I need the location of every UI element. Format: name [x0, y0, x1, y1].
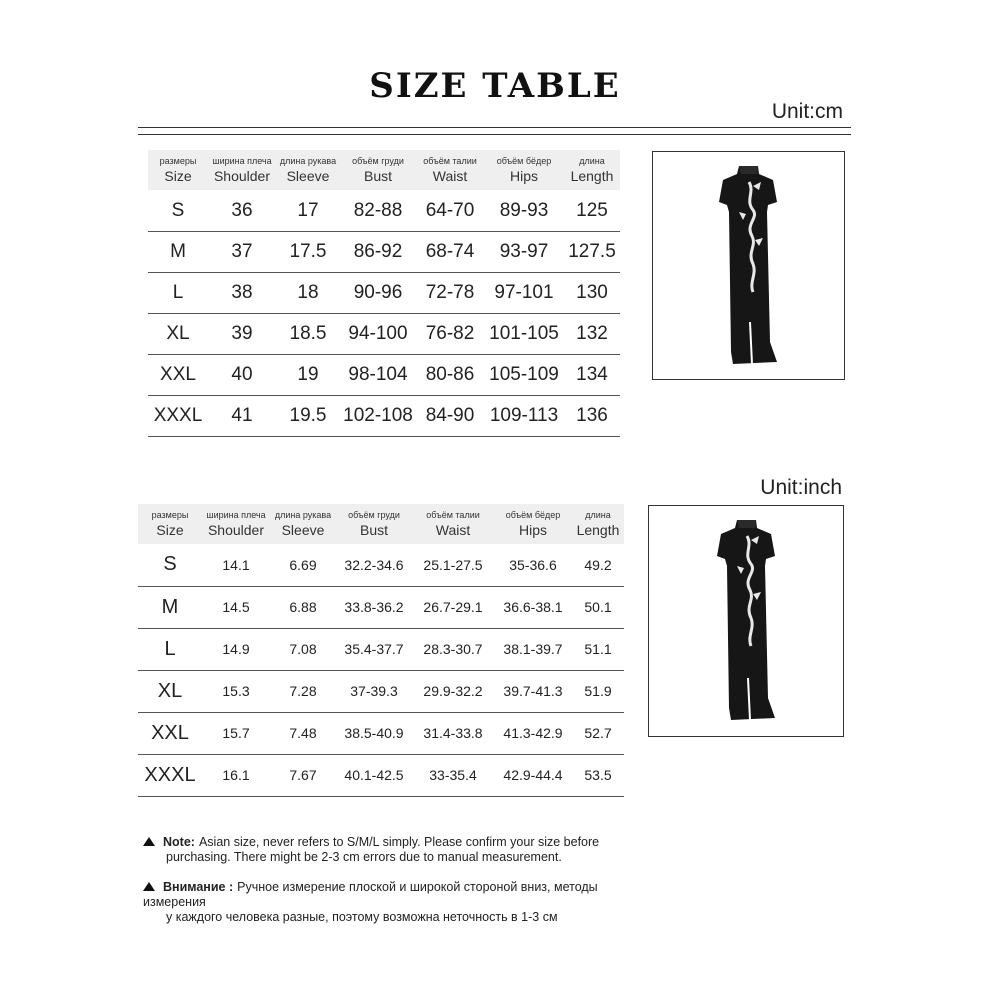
bust-cell: 35.4-37.7	[336, 628, 412, 670]
note-text-line: Ручное измерение плоской и широкой стороной вниз, методы измерения	[143, 880, 598, 909]
header-size: размеры Size	[138, 504, 202, 544]
sleeve-cell: 18.5	[276, 314, 340, 355]
hips-cell: 42.9-44.4	[494, 754, 572, 796]
size-cell: XL	[148, 314, 208, 355]
size-cell: XXL	[138, 712, 202, 754]
sleeve-cell: 7.48	[270, 712, 336, 754]
header-sleeve: длина рукава Sleeve	[276, 150, 340, 190]
sleeve-cell: 7.08	[270, 628, 336, 670]
waist-cell: 76-82	[416, 314, 484, 355]
page-title: SIZE TABLE	[369, 66, 621, 106]
note-text-line: у каждого человека разные, поэтому возможна неточность в 1-3 см	[166, 910, 558, 924]
length-cell: 130	[564, 273, 620, 314]
dress-icon	[649, 506, 843, 736]
bust-cell: 38.5-40.9	[336, 712, 412, 754]
length-cell: 134	[564, 355, 620, 396]
hips-cell: 39.7-41.3	[494, 670, 572, 712]
header-hips: объём бёдер Hips	[494, 504, 572, 544]
hips-cell: 105-109	[484, 355, 564, 396]
triangle-bullet-icon	[143, 837, 155, 846]
sleeve-cell: 19.5	[276, 396, 340, 437]
length-cell: 125	[564, 190, 620, 232]
waist-cell: 64-70	[416, 190, 484, 232]
bust-cell: 86-92	[340, 232, 416, 273]
table-row	[148, 355, 620, 396]
header-shoulder: ширина плеча Shoulder	[208, 150, 276, 190]
note-text-line: Asian size, never refers to S/M/L simply. Please confirm your size before	[198, 835, 600, 849]
size-cell: L	[138, 628, 202, 670]
waist-cell: 72-78	[416, 273, 484, 314]
length-cell: 51.9	[572, 670, 624, 712]
shoulder-cell: 36	[208, 190, 276, 232]
table-row	[148, 273, 620, 314]
product-photo	[648, 505, 844, 737]
size-cell: M	[148, 232, 208, 273]
unit-label-cm: Unit:cm	[771, 100, 843, 123]
sleeve-cell: 19	[276, 355, 340, 396]
header-waist: объём талии Waist	[412, 504, 494, 544]
table-row	[138, 670, 624, 712]
length-cell: 52.7	[572, 712, 624, 754]
bust-cell: 98-104	[340, 355, 416, 396]
length-cell: 49.2	[572, 544, 624, 586]
waist-cell: 26.7-29.1	[412, 586, 494, 628]
hips-cell: 89-93	[484, 190, 564, 232]
shoulder-cell: 39	[208, 314, 276, 355]
note-text-line: purchasing. There might be 2-3 cm errors due to manual measurement.	[166, 850, 562, 864]
unit-label-inch: Unit:inch	[760, 476, 842, 499]
sleeve-cell: 17.5	[276, 232, 340, 273]
waist-cell: 33-35.4	[412, 754, 494, 796]
shoulder-cell: 16.1	[202, 754, 270, 796]
length-cell: 127.5	[564, 232, 620, 273]
length-cell: 136	[564, 396, 620, 437]
shoulder-cell: 38	[208, 273, 276, 314]
header-hips: объём бёдер Hips	[484, 150, 564, 190]
note-english	[143, 835, 663, 865]
size-cell: XL	[138, 670, 202, 712]
size-table-cm	[148, 150, 620, 437]
shoulder-cell: 15.3	[202, 670, 270, 712]
divider-line	[138, 134, 851, 135]
sleeve-cell: 6.88	[270, 586, 336, 628]
shoulder-cell: 14.5	[202, 586, 270, 628]
hips-cell: 109-113	[484, 396, 564, 437]
bust-cell: 90-96	[340, 273, 416, 314]
hips-cell: 97-101	[484, 273, 564, 314]
bust-cell: 33.8-36.2	[336, 586, 412, 628]
waist-cell: 31.4-33.8	[412, 712, 494, 754]
size-cell: M	[138, 586, 202, 628]
waist-cell: 29.9-32.2	[412, 670, 494, 712]
shoulder-cell: 37	[208, 232, 276, 273]
size-cell: XXXL	[138, 754, 202, 796]
note-label: Внимание :	[163, 880, 234, 894]
divider-line	[138, 127, 851, 128]
note-label: Note:	[163, 835, 195, 849]
shoulder-cell: 14.1	[202, 544, 270, 586]
bust-cell: 40.1-42.5	[336, 754, 412, 796]
table-row	[138, 628, 624, 670]
hips-cell: 93-97	[484, 232, 564, 273]
size-cell: XXXL	[148, 396, 208, 437]
bust-cell: 32.2-34.6	[336, 544, 412, 586]
waist-cell: 25.1-27.5	[412, 544, 494, 586]
table-header-row	[148, 150, 620, 190]
size-cell: S	[138, 544, 202, 586]
length-cell: 53.5	[572, 754, 624, 796]
table-row	[138, 544, 624, 586]
table-row	[148, 232, 620, 273]
hips-cell: 36.6-38.1	[494, 586, 572, 628]
shoulder-cell: 41	[208, 396, 276, 437]
dress-icon	[653, 152, 844, 379]
size-cell: XXL	[148, 355, 208, 396]
header-sleeve: длина рукава Sleeve	[270, 504, 336, 544]
table-row	[138, 712, 624, 754]
hips-cell: 35-36.6	[494, 544, 572, 586]
length-cell: 132	[564, 314, 620, 355]
bust-cell: 94-100	[340, 314, 416, 355]
table-row	[148, 314, 620, 355]
sleeve-cell: 7.67	[270, 754, 336, 796]
table-row	[148, 190, 620, 232]
header-length: длина Length	[572, 504, 624, 544]
header-length: длина Length	[564, 150, 620, 190]
shoulder-cell: 14.9	[202, 628, 270, 670]
header-shoulder: ширина плеча Shoulder	[202, 504, 270, 544]
header-bust: объём груди Bust	[336, 504, 412, 544]
table-row	[138, 586, 624, 628]
size-table-inch	[138, 504, 624, 797]
sleeve-cell: 17	[276, 190, 340, 232]
waist-cell: 84-90	[416, 396, 484, 437]
product-photo	[652, 151, 845, 380]
header-waist: объём талии Waist	[416, 150, 484, 190]
bust-cell: 82-88	[340, 190, 416, 232]
size-cell: L	[148, 273, 208, 314]
hips-cell: 41.3-42.9	[494, 712, 572, 754]
table-row	[148, 396, 620, 437]
shoulder-cell: 15.7	[202, 712, 270, 754]
hips-cell: 101-105	[484, 314, 564, 355]
waist-cell: 80-86	[416, 355, 484, 396]
shoulder-cell: 40	[208, 355, 276, 396]
length-cell: 50.1	[572, 586, 624, 628]
header-size: размеры Size	[148, 150, 208, 190]
sleeve-cell: 7.28	[270, 670, 336, 712]
sleeve-cell: 6.69	[270, 544, 336, 586]
length-cell: 51.1	[572, 628, 624, 670]
size-cell: S	[148, 190, 208, 232]
note-russian	[143, 880, 663, 925]
bust-cell: 102-108	[340, 396, 416, 437]
table-row	[138, 754, 624, 796]
header-bust: объём груди Bust	[340, 150, 416, 190]
bust-cell: 37-39.3	[336, 670, 412, 712]
table-header-row	[138, 504, 624, 544]
waist-cell: 28.3-30.7	[412, 628, 494, 670]
waist-cell: 68-74	[416, 232, 484, 273]
hips-cell: 38.1-39.7	[494, 628, 572, 670]
sleeve-cell: 18	[276, 273, 340, 314]
triangle-bullet-icon	[143, 882, 155, 891]
